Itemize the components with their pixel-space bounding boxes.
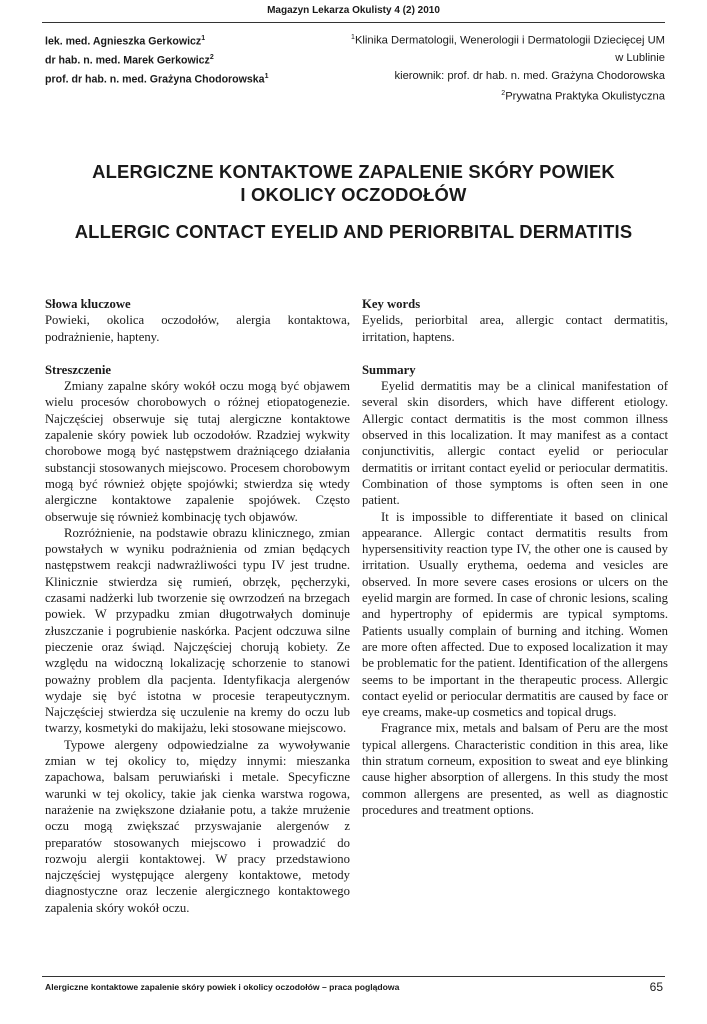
keywords-heading-en: Key words bbox=[362, 297, 421, 311]
affiliations bbox=[285, 29, 665, 106]
summary-paragraph-en-1: Eyelid dermatitis may be a clinical manifestation of several skin disorders, which have different etiology. Allergic contact dermatitis is the most common illness observed in this localization. It may manifest as a contact conjunctivitis, allergic contact eyelid or periocular dermatitis or irritant contact eyelid or periocular dermatitis. Combination of those symptoms is often seen in one patient. bbox=[362, 379, 668, 508]
keywords-heading-pl: Słowa kluczowe bbox=[45, 297, 131, 311]
footer-divider bbox=[42, 976, 665, 977]
affiliation-1-line-2: w Lublinie bbox=[615, 52, 665, 65]
page-number: 65 bbox=[649, 980, 663, 994]
summary-paragraph-en-3: Fragrance mix, metals and balsam of Peru are the most typical allergens. Characteristic condition in this area, like thin stratum corneum, exposition to sweat and eye blinking cause higher absorption of allergens. In this study the most common allergens are presented, as well as diagnostic procedures and treatment options. bbox=[362, 721, 668, 817]
summary-paragraph-pl-1: Zmiany zapalne skóry wokół oczu mogą być objawem wielu procesów chorobowych o różnej etiopatogenezie. Najczęściej obserwuje się tutaj alergiczne kontaktowe zapalenie skóry powiek lub oczodołów. Rzadziej wykwity chorobowe mogą być następstwem drażniącego działania substancji stosowanych miejscowo. Procesem chorobowym mogą być również objęte spojówki; stwierdza się wtedy alergiczne kontaktowe zapalenie spojówek. Często obserwuje się również kombinację tych objawów. bbox=[45, 379, 350, 524]
keywords-pl: Powieki, okolica oczodołów, alergia kontaktowa, podrażnienie, hapteny. bbox=[45, 313, 350, 344]
summary-heading-en: Summary bbox=[362, 362, 416, 377]
title-polish: ALERGICZNE KONTAKTOWE ZAPALENIE SKÓRY POWIEK I OKOLICY OCZODOŁÓW bbox=[92, 161, 615, 205]
summary-paragraph-pl-3: Typowe alergeny odpowiedzialne za wywoływanie zmian w tej okolicy to, między innymi: mieszanka zapachowa, balsam peruwiański i metale. Specyficzne warunki w tej okolicy, takie jak cienka warstwa rogowa, narażenie na zwiększone działanie potu, a także mrużenie oczu mogą zwiększać przyswajanie alergenów z preparatów stosowanych miejscowo i prowadzić do rozwoju alergii kontaktowej. W pracy przedstawiono najczęściej występujące alergeny kontaktowe, metody diagnostyczne oraz leczenie alergicznego kontaktowego zapalenia skóry wokół oczu. bbox=[45, 737, 350, 915]
affiliation-1-line-1: $^1$Klinika Dermatologii, Wenerologii i Dermatologii Dziecięcej UM bbox=[351, 34, 665, 47]
running-title: Alergiczne kontaktowe zapalenie skóry powiek i okolicy oczodołów – praca poglądowa bbox=[45, 982, 400, 992]
english-abstract-column bbox=[362, 296, 668, 818]
affiliation-1-line-3: kierownik: prof. dr hab. n. med. Grażyna Chodorowska bbox=[394, 69, 665, 82]
summary-heading-pl: Streszczenie bbox=[45, 362, 111, 377]
summary-paragraph-en-2: It is impossible to differentiate it based on clinical appearance. Allergic contact dermatitis results from hypersensitivity reaction type IV, the other one is caused by irritation. Usually erythema, oedema and vesicles are observed. In more severe cases erosions or ulcers on the eyelid margin are formed. In case of chronic lesions, scaling and hypertrophy of epidermis are typical symptoms. Patients usually complain of burning and itching. Women are more often affected. Due to exposed localization it may be problematic for the patient. Identification of the allergens seems to be important in the therapeutic process. Allergic contact eyelid or periocular dermatitis are caused by face or eye creams, make-up cosmetics and topical drugs. bbox=[362, 509, 668, 720]
title-english: ALLERGIC CONTACT EYELID AND PERIORBITAL DERMATITIS bbox=[74, 221, 633, 242]
author-2: dr hab. n. med. Marek Gerkowicz$^2$ bbox=[45, 54, 214, 67]
header-divider bbox=[42, 22, 665, 23]
keywords-en: Eyelids, periorbital area, allergic contact dermatitis, irritation, haptens. bbox=[362, 313, 668, 344]
author-1: lek. med. Agnieszka Gerkowicz$^1$ bbox=[45, 35, 206, 48]
affiliation-2: $^2$Prywatna Praktyka Okulistyczna bbox=[501, 90, 665, 103]
summary-paragraph-pl-2: Rozróżnienie, na podstawie obrazu klinicznego, zmian powstałych w wyniku podrażnienia od zmian będących następstwem reakcji nadwrażliwości typu IV jest trudne. Klinicznie stwierdza się rumień, obrzęk, pęcherzyki, czasami nadżerki lub tworzenie się owrzodzeń na brzegach powiek. W przypadku zmian długotrwałych dominuje złuszczanie i pogrubienie naskórka. Pacjent odczuwa silne pieczenie oraz świąd. Najczęściej chorują kobiety. Ze względu na widoczną lokalizację schorzenie to stanowi poważny problem dla pacjenta. Identyfikacja alergenów wydaje się być istotna w procesie terapeutycznym. Najczęściej stwierdza się uczulenie na kremy do oczu lub twarzy, kosmetyki do makijażu, leki stosowane miejscowo. bbox=[45, 525, 350, 736]
journal-header: Magazyn Lekarza Okulisty 4 (2) 2010 bbox=[267, 5, 440, 16]
author-list bbox=[45, 31, 268, 88]
article-title bbox=[42, 160, 665, 243]
author-3: prof. dr hab. n. med. Grażyna Chodorowska$^1$ bbox=[45, 73, 269, 86]
polish-abstract-column bbox=[45, 296, 350, 916]
